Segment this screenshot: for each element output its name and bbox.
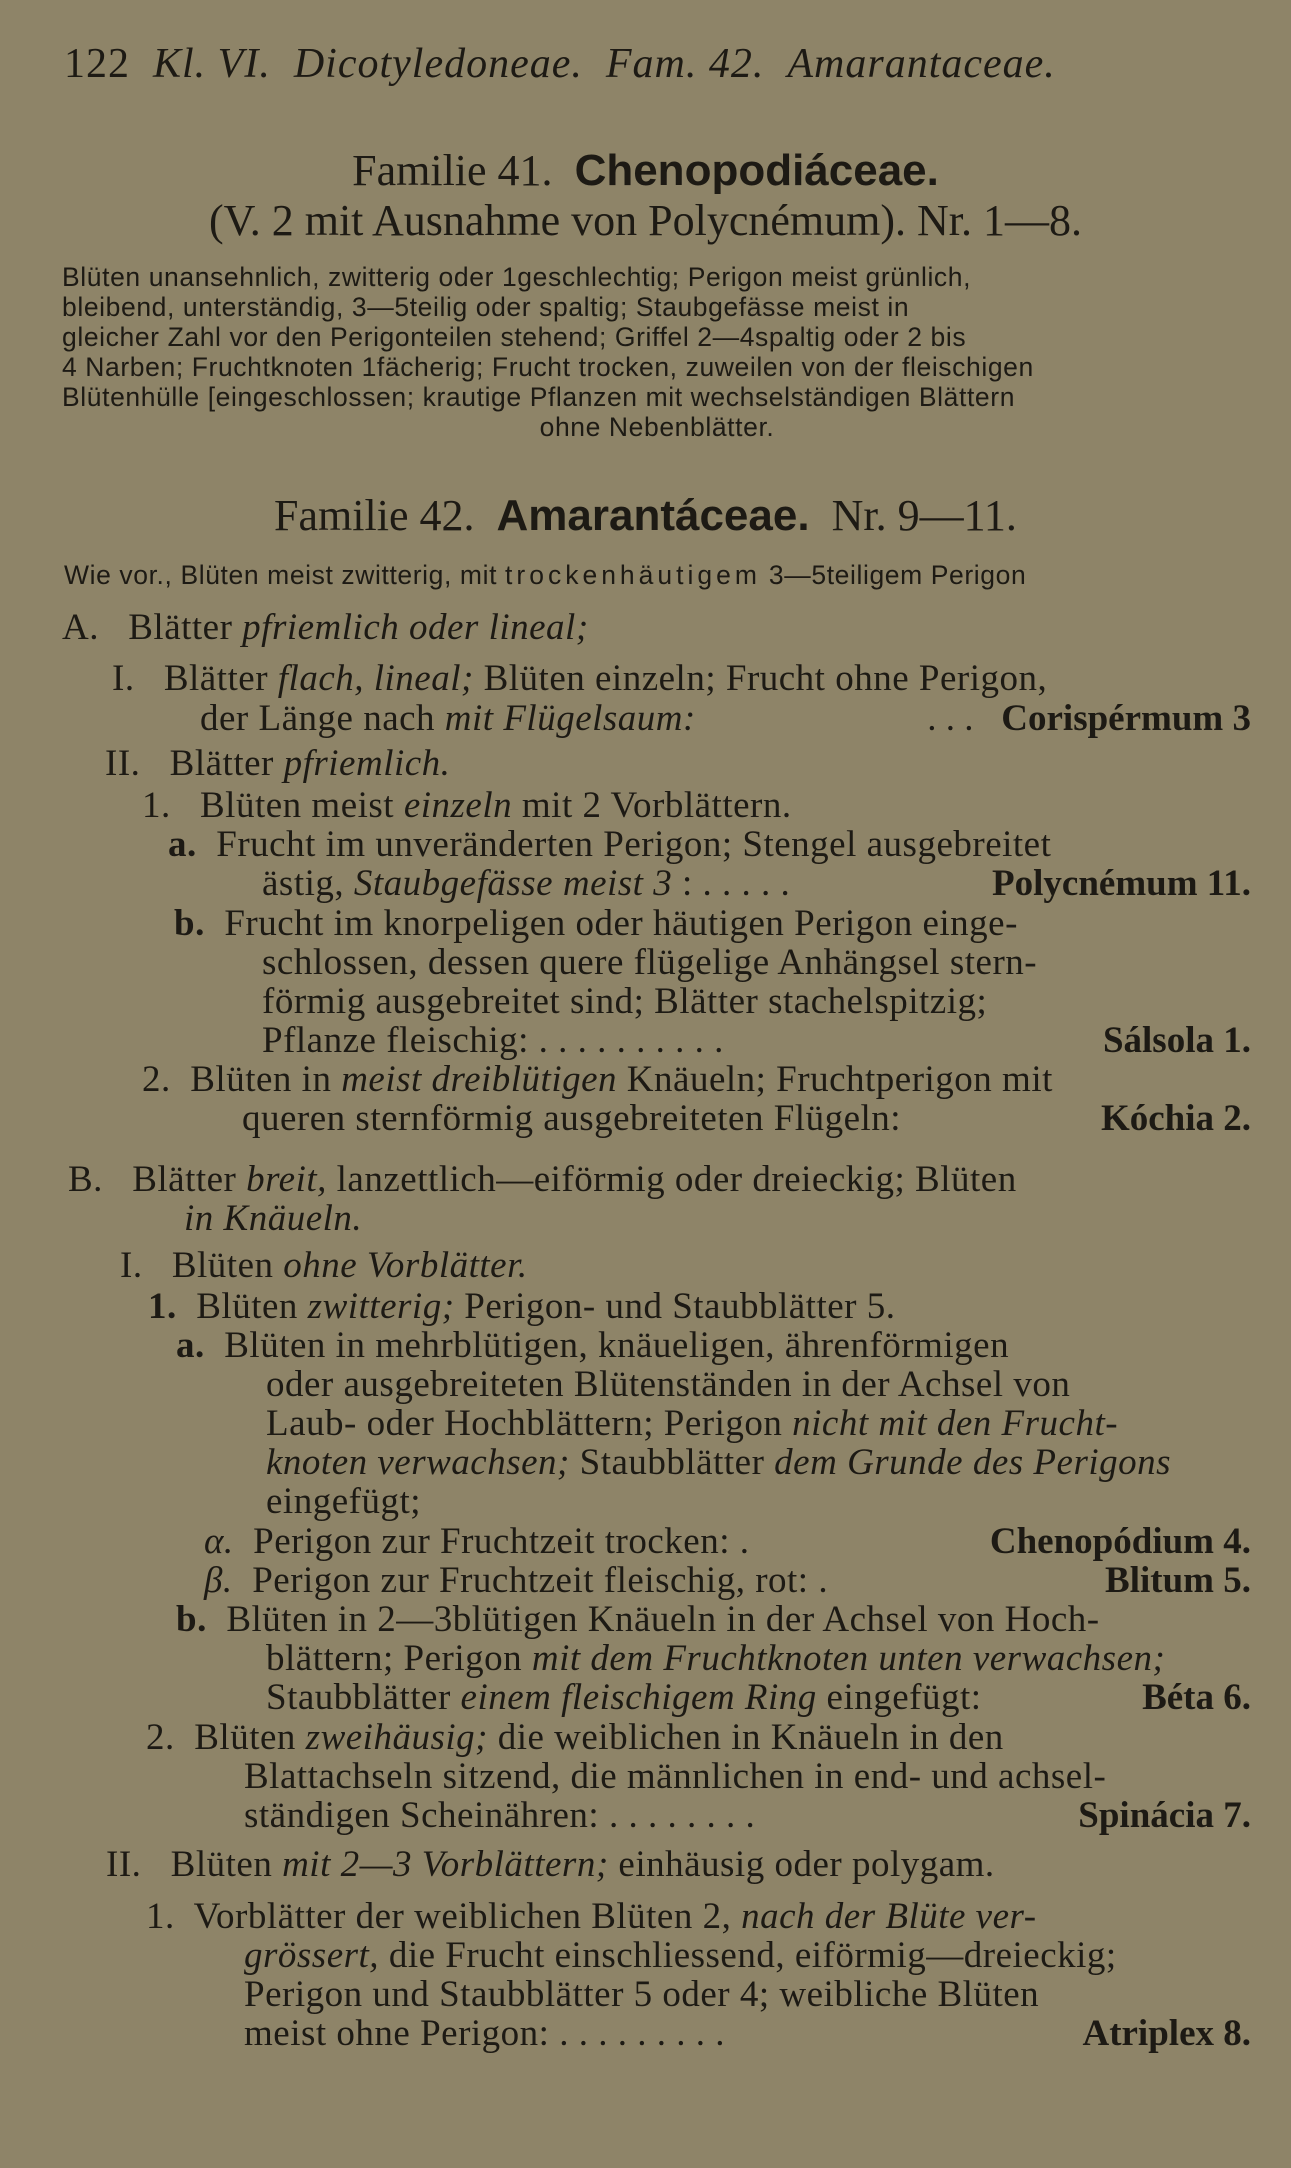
key-italic: mit dem Fruchtknoten unten verwachsen; — [531, 1638, 1166, 1679]
key-BI1b-result — [1142, 1676, 1251, 1719]
desc-spaced: trockenhäutigem — [505, 560, 761, 590]
key-dots: . . . — [927, 698, 974, 739]
key-text: Staubblätter — [579, 1442, 765, 1483]
desc-line: Blütenhülle [eingeschlossen; krautige Pflanzen mit wechselständigen Blättern — [62, 382, 1016, 412]
key-text: Blüten — [196, 1286, 298, 1327]
desc-line: ohne Nebenblätter. — [539, 412, 775, 442]
desc-line: 4 Narben; Fruchtknoten 1fächerig; Frucht trocken, zuweilen von der fleischigen — [62, 352, 1034, 382]
family-41-description — [62, 262, 1252, 442]
key-label: I. — [112, 658, 135, 699]
genus-name: Corispérmum 3 — [1001, 698, 1251, 739]
key-AII1b-cont: förmig ausgebreitet sind; Blätter stachelspitzig; — [262, 981, 988, 1022]
key-AII1a-cont — [262, 862, 790, 905]
family-41-name: Chenopodiáceae. — [574, 146, 939, 195]
key-BI — [120, 1244, 528, 1287]
genus-name: Blitum 5. — [1105, 1560, 1251, 1601]
key-label: 2. — [146, 1717, 175, 1758]
key-BII1-result — [1082, 2012, 1251, 2055]
running-header — [64, 40, 1056, 88]
key-italic: nicht mit den Frucht- — [792, 1403, 1119, 1444]
key-text: Blüten in — [190, 1059, 332, 1100]
key-italic: nach der Blüte ver- — [741, 1896, 1037, 1937]
key-dots: : . . . . . — [681, 863, 791, 904]
key-label: 1. — [142, 785, 171, 826]
key-BII1 — [146, 1895, 1037, 1938]
key-label: b. — [176, 1599, 207, 1640]
key-label: a. — [168, 824, 197, 865]
key-label: a. — [176, 1325, 205, 1366]
header-family-name: Amarantaceae. — [787, 41, 1056, 87]
header-family: Fam. 42. — [605, 41, 765, 87]
key-text: ästig, — [262, 863, 345, 904]
key-text: die Frucht einschliessend, eiförmig—dreieckig; — [388, 1935, 1117, 1976]
key-AII1a — [168, 823, 1051, 866]
key-BII — [106, 1843, 995, 1886]
key-text: Perigon- und Staubblätter 5. — [464, 1286, 896, 1327]
key-BI1b-cont — [266, 1676, 982, 1719]
key-italic: in Knäueln. — [184, 1198, 363, 1239]
key-text: Blüten — [194, 1717, 296, 1758]
key-AII2-result — [1101, 1097, 1251, 1140]
key-italic: meist dreiblütigen — [341, 1059, 618, 1100]
key-AII1b-result — [1103, 1019, 1251, 1062]
key-AII — [105, 742, 450, 785]
key-text: Blüten — [171, 1245, 274, 1286]
key-BI2-cont: ständigen Scheinähren: . . . . . . . . — [244, 1795, 756, 1836]
key-text: Blüten — [170, 1844, 273, 1885]
key-text: einhäusig oder polygam. — [618, 1844, 995, 1885]
key-italic: mit 2—3 Vorblättern; — [282, 1844, 609, 1885]
genus-name: Béta 6. — [1142, 1677, 1251, 1718]
key-text: mit 2 Vorblättern. — [521, 785, 792, 826]
key-BI2-cont: Blattachseln sitzend, die männlichen in end- und achsel- — [244, 1756, 1107, 1797]
key-AII1b — [174, 902, 1018, 945]
key-A — [62, 606, 589, 649]
key-B — [68, 1158, 1017, 1201]
key-AI-result — [927, 697, 1251, 740]
key-text: Blüten einzeln; Frucht ohne Perigon, — [483, 658, 1048, 699]
key-text: der Länge nach — [200, 698, 436, 739]
key-BII1-cont: meist ohne Perigon: . . . . . . . . . — [244, 2013, 725, 2054]
family-42-label: Familie 42. — [274, 491, 475, 540]
key-BI1a — [176, 1324, 1009, 1367]
key-AII1b-cont: schlossen, dessen quere flügelige Anhängsel stern- — [262, 942, 1038, 983]
key-BII1-cont: Perigon und Staubblätter 5 oder 4; weibliche Blüten — [244, 1974, 1040, 2015]
key-BI1a-cont: oder ausgebreiteten Blütenständen in der Achsel von — [266, 1364, 1071, 1405]
key-label: β. — [204, 1560, 233, 1601]
key-italic: zwitterig; — [307, 1286, 455, 1327]
key-BII1-cont — [244, 1934, 1117, 1977]
key-text: Blätter — [163, 658, 269, 699]
family-42-name: Amarantáceae. — [496, 491, 810, 540]
desc-part: 3—5teiligem Perigon — [768, 560, 1027, 590]
family-42-numbers: Nr. 9—11. — [831, 491, 1017, 540]
key-text: Frucht im unveränderten Perigon; Stengel ausgebreitet — [216, 824, 1052, 865]
key-label: b. — [174, 903, 205, 944]
key-text: lanzettlich—eiförmig oder dreieckig; Blüten — [336, 1159, 1017, 1200]
key-text: Blüten in mehrblütigen, knäueligen, ährenförmigen — [224, 1325, 1010, 1366]
header-class: Kl. VI. — [153, 41, 271, 87]
key-italic: flach, lineal; — [277, 658, 474, 699]
key-alpha-result — [990, 1520, 1251, 1563]
genus-name: Chenopódium 4. — [989, 1521, 1251, 1562]
key-AII1b-cont: Pflanze fleischig: . . . . . . . . . . — [262, 1020, 724, 1061]
key-AII1a-result — [992, 862, 1251, 905]
desc-line: bleibend, unterständig, 3—5teilig oder spaltig; Staubgefässe meist in — [62, 292, 910, 322]
key-italic: pfriemlich oder lineal; — [242, 607, 589, 648]
key-text: Perigon zur Fruchtzeit fleischig, rot: . — [252, 1560, 829, 1601]
key-text: Blätter — [132, 1159, 237, 1200]
key-text: Blätter — [169, 743, 274, 784]
key-italic: einem fleischigem Ring — [460, 1677, 817, 1718]
key-AI — [112, 657, 1047, 700]
key-label: 2. — [142, 1059, 171, 1100]
key-text: blättern; Perigon — [266, 1638, 523, 1679]
family-42-description — [64, 560, 1026, 590]
key-label: 1. — [148, 1286, 177, 1327]
key-AII2-cont: queren sternförmig ausgebreiteten Flügeln: — [242, 1098, 902, 1139]
key-text: Vorblätter der weiblichen Blüten 2, — [193, 1896, 732, 1937]
key-BI2-result — [1078, 1794, 1251, 1837]
family-41-label: Familie 41. — [352, 146, 553, 195]
key-italic: breit, — [246, 1159, 327, 1200]
family-42-title — [0, 490, 1291, 541]
key-text: Knäueln; Fruchtperigon mit — [626, 1059, 1053, 1100]
desc-part: Wie vor., Blüten meist zwitterig, mit — [64, 560, 498, 590]
key-text: Blüten meist — [200, 785, 395, 826]
key-italic: ohne Vorblätter. — [283, 1245, 528, 1286]
key-alpha — [204, 1520, 750, 1563]
key-italic: Staubgefässe meist 3 — [353, 863, 673, 904]
key-italic: pfriemlich. — [283, 743, 451, 784]
header-subclass: Dicotyledoneae. — [293, 41, 583, 87]
key-BI1b — [176, 1598, 1100, 1641]
key-italic: mit Flügelsaum: — [444, 698, 696, 739]
key-label: B. — [68, 1159, 103, 1200]
desc-line: Blüten unansehnlich, zwitterig oder 1geschlechtig; Perigon meist grünlich, — [62, 262, 972, 292]
key-BI1b-cont — [266, 1637, 1165, 1680]
family-41-title — [0, 145, 1291, 196]
key-text: Frucht im knorpeligen oder häutigen Perigon einge- — [224, 903, 1018, 944]
key-italic: zweihäusig; — [305, 1717, 488, 1758]
key-italic: knoten verwachsen; — [266, 1442, 570, 1483]
key-italic: dem Grunde des Perigons — [774, 1442, 1172, 1483]
key-BI2 — [146, 1716, 1004, 1759]
key-text: Blätter — [128, 607, 233, 648]
key-BI1a-cont — [266, 1441, 1171, 1484]
key-label: I. — [120, 1245, 143, 1286]
key-text: Perigon zur Fruchtzeit trocken: . — [253, 1521, 750, 1562]
key-label: 1. — [146, 1896, 175, 1937]
key-AII2 — [142, 1058, 1053, 1101]
key-BI1a-cont: eingefügt; — [266, 1481, 422, 1522]
key-text: eingefügt: — [826, 1677, 982, 1718]
key-BI1a-cont — [266, 1402, 1118, 1445]
key-BI1 — [148, 1285, 895, 1328]
desc-line: gleicher Zahl vor den Perigonteilen stehend; Griffel 2—4spaltig oder 2 bis — [62, 322, 967, 352]
key-italic: einzeln — [403, 785, 513, 826]
key-AI-cont — [200, 697, 696, 740]
genus-name: Polycnémum 11. — [992, 863, 1251, 904]
key-italic: grössert, — [244, 1935, 380, 1976]
key-label: α. — [204, 1521, 234, 1562]
family-41-subtitle: (V. 2 mit Ausnahme von Polycnémum). Nr. 1—8. — [208, 196, 1083, 245]
genus-name: Sálsola 1. — [1102, 1020, 1251, 1061]
key-B-cont — [184, 1197, 362, 1240]
genus-name: Kóchia 2. — [1100, 1098, 1251, 1139]
key-text: Blüten in 2—3blütigen Knäueln in der Achsel von Hoch- — [226, 1599, 1100, 1640]
key-label: II. — [105, 743, 141, 784]
key-beta — [204, 1559, 828, 1602]
page-number: 122 — [64, 41, 130, 87]
key-label: II. — [106, 1844, 142, 1885]
key-label: A. — [62, 607, 99, 648]
genus-name: Spinácia 7. — [1078, 1795, 1251, 1836]
key-text: die weiblichen in Knäueln in den — [497, 1717, 1004, 1758]
key-text: Laub- oder Hochblättern; Perigon — [266, 1403, 783, 1444]
key-text: Staubblätter — [266, 1677, 451, 1718]
key-beta-result — [1105, 1559, 1251, 1602]
key-AII1 — [142, 784, 792, 827]
genus-name: Atriplex 8. — [1082, 2013, 1251, 2054]
